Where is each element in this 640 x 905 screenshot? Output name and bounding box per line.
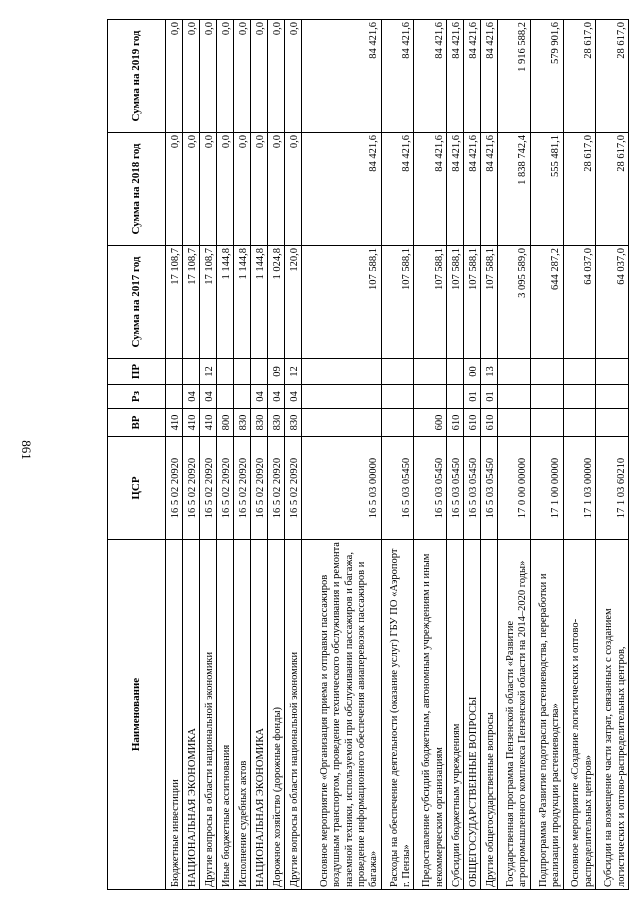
cell-rz bbox=[216, 385, 233, 409]
cell-vr: 830 bbox=[250, 409, 267, 437]
cell-vr: 800 bbox=[216, 409, 233, 437]
table-row bbox=[216, 20, 233, 890]
cell-sum-2017: 107 588,1 bbox=[447, 246, 464, 359]
table-row bbox=[301, 20, 381, 890]
cell-csr: 16 5 03 05450 bbox=[481, 437, 498, 540]
cell-csr: 17 0 00 00000 bbox=[498, 437, 531, 540]
cell-csr: 16 5 02 20920 bbox=[182, 437, 199, 540]
table-row bbox=[596, 20, 629, 890]
table-row bbox=[498, 20, 531, 890]
cell-sum-2018: 28 617,0 bbox=[563, 133, 596, 246]
header-sum-2018: Сумма на 2018 год bbox=[108, 133, 166, 246]
cell-pr bbox=[182, 359, 199, 385]
cell-rz: 04 bbox=[284, 385, 301, 409]
cell-name: Бюджетные инвестиции bbox=[166, 540, 183, 890]
cell-pr bbox=[233, 359, 250, 385]
cell-csr: 17 1 03 00000 bbox=[563, 437, 596, 540]
table-row bbox=[267, 20, 284, 890]
cell-name: Государственная программа Пензенской области «Развитие агропромышленного комплекса Пензенской области на 2014–2020 годы» bbox=[498, 540, 531, 890]
cell-pr bbox=[301, 359, 381, 385]
cell-csr: 16 5 03 05450 bbox=[447, 437, 464, 540]
cell-sum-2017: 3 095 589,0 bbox=[498, 246, 531, 359]
cell-pr bbox=[563, 359, 596, 385]
table-row bbox=[447, 20, 464, 890]
cell-name: Субсидии на возмещение части затрат, связанных с созданием логистических и оптово-распределительных центров, bbox=[596, 540, 629, 890]
cell-sum-2019: 0,0 bbox=[267, 20, 284, 133]
cell-name: Исполнение судебных актов bbox=[233, 540, 250, 890]
table-row bbox=[381, 20, 414, 890]
cell-pr: 12 bbox=[284, 359, 301, 385]
cell-vr: 830 bbox=[284, 409, 301, 437]
cell-rz bbox=[381, 385, 414, 409]
cell-csr: 17 1 03 60210 bbox=[596, 437, 629, 540]
cell-rz: 04 bbox=[199, 385, 216, 409]
cell-csr: 16 5 03 05450 bbox=[381, 437, 414, 540]
cell-sum-2018: 84 421,6 bbox=[301, 133, 381, 246]
table-row bbox=[530, 20, 563, 890]
header-sum-2017: Сумма на 2017 год bbox=[108, 246, 166, 359]
cell-vr bbox=[596, 409, 629, 437]
cell-sum-2019: 84 421,6 bbox=[447, 20, 464, 133]
cell-pr bbox=[530, 359, 563, 385]
cell-name: Субсидии бюджетным учреждениям bbox=[447, 540, 464, 890]
cell-name: Дорожное хозяйство (дорожные фонды) bbox=[267, 540, 284, 890]
cell-sum-2019: 0,0 bbox=[166, 20, 183, 133]
cell-vr bbox=[498, 409, 531, 437]
cell-sum-2019: 0,0 bbox=[284, 20, 301, 133]
cell-vr: 610 bbox=[447, 409, 464, 437]
cell-sum-2018: 84 421,6 bbox=[414, 133, 447, 246]
cell-vr: 600 bbox=[414, 409, 447, 437]
cell-sum-2017: 120,0 bbox=[284, 246, 301, 359]
cell-pr: 13 bbox=[481, 359, 498, 385]
cell-rz: 04 bbox=[267, 385, 284, 409]
budget-table bbox=[107, 19, 629, 890]
cell-vr: 830 bbox=[233, 409, 250, 437]
cell-sum-2019: 0,0 bbox=[182, 20, 199, 133]
header-pr: ПР bbox=[108, 359, 166, 385]
cell-sum-2017: 1 144,8 bbox=[233, 246, 250, 359]
cell-pr bbox=[414, 359, 447, 385]
cell-rz bbox=[301, 385, 381, 409]
cell-pr: 12 bbox=[199, 359, 216, 385]
cell-sum-2018: 84 421,6 bbox=[464, 133, 481, 246]
cell-csr: 16 5 02 20920 bbox=[233, 437, 250, 540]
cell-csr: 16 5 03 00000 bbox=[301, 437, 381, 540]
cell-rz bbox=[447, 385, 464, 409]
cell-sum-2019: 0,0 bbox=[250, 20, 267, 133]
cell-pr: 09 bbox=[267, 359, 284, 385]
table-row bbox=[284, 20, 301, 890]
cell-rz bbox=[596, 385, 629, 409]
header-sum-2019: Сумма на 2019 год bbox=[108, 20, 166, 133]
cell-name: Основное мероприятие «Создание логистических и оптово-распределительных центров» bbox=[563, 540, 596, 890]
cell-sum-2018: 0,0 bbox=[199, 133, 216, 246]
cell-csr: 17 1 00 00000 bbox=[530, 437, 563, 540]
header-rz: Рз bbox=[108, 385, 166, 409]
cell-name: Подпрограмма «Развитие подотрасли растениеводства, переработки и реализации продукции растениеводства» bbox=[530, 540, 563, 890]
cell-pr bbox=[596, 359, 629, 385]
header-vr: ВР bbox=[108, 409, 166, 437]
cell-vr bbox=[381, 409, 414, 437]
cell-sum-2018: 0,0 bbox=[182, 133, 199, 246]
cell-sum-2019: 84 421,6 bbox=[481, 20, 498, 133]
cell-sum-2019: 0,0 bbox=[233, 20, 250, 133]
header-name: Наименование bbox=[108, 540, 166, 890]
cell-rz bbox=[530, 385, 563, 409]
table-row bbox=[199, 20, 216, 890]
cell-sum-2018: 28 617,0 bbox=[596, 133, 629, 246]
cell-sum-2017: 17 108,7 bbox=[182, 246, 199, 359]
cell-name: Предоставление субсидий бюджетным, автономным учреждениям и иным некоммерческим организациям bbox=[414, 540, 447, 890]
cell-pr bbox=[216, 359, 233, 385]
cell-sum-2019: 28 617,0 bbox=[563, 20, 596, 133]
cell-vr: 610 bbox=[464, 409, 481, 437]
table-row bbox=[481, 20, 498, 890]
cell-vr bbox=[563, 409, 596, 437]
cell-pr bbox=[250, 359, 267, 385]
cell-sum-2019: 84 421,6 bbox=[414, 20, 447, 133]
cell-sum-2017: 1 024,8 bbox=[267, 246, 284, 359]
table-row bbox=[166, 20, 183, 890]
cell-sum-2018: 84 421,6 bbox=[447, 133, 464, 246]
cell-pr: 00 bbox=[464, 359, 481, 385]
cell-name: НАЦИОНАЛЬНАЯ ЭКОНОМИКА bbox=[182, 540, 199, 890]
cell-vr: 410 bbox=[166, 409, 183, 437]
table-row bbox=[464, 20, 481, 890]
cell-sum-2017: 64 037,0 bbox=[596, 246, 629, 359]
cell-csr: 16 5 02 20920 bbox=[250, 437, 267, 540]
cell-sum-2017: 1 144,8 bbox=[216, 246, 233, 359]
table-body bbox=[166, 20, 629, 890]
cell-vr bbox=[301, 409, 381, 437]
cell-sum-2018: 84 421,6 bbox=[381, 133, 414, 246]
cell-rz bbox=[498, 385, 531, 409]
cell-csr: 16 5 02 20920 bbox=[166, 437, 183, 540]
table-row bbox=[563, 20, 596, 890]
rotated-table-container bbox=[107, 20, 629, 890]
cell-sum-2018: 0,0 bbox=[166, 133, 183, 246]
cell-vr: 610 bbox=[481, 409, 498, 437]
page-number: 861 bbox=[19, 440, 34, 460]
cell-name: ОБЩЕГОСУДАРСТВЕННЫЕ ВОПРОСЫ bbox=[464, 540, 481, 890]
cell-pr bbox=[447, 359, 464, 385]
cell-sum-2019: 1 916 588,2 bbox=[498, 20, 531, 133]
cell-csr: 16 5 02 20920 bbox=[267, 437, 284, 540]
cell-sum-2017: 17 108,7 bbox=[166, 246, 183, 359]
cell-sum-2018: 0,0 bbox=[250, 133, 267, 246]
cell-sum-2017: 17 108,7 bbox=[199, 246, 216, 359]
cell-sum-2019: 579 901,6 bbox=[530, 20, 563, 133]
cell-sum-2019: 84 421,6 bbox=[301, 20, 381, 133]
cell-rz: 04 bbox=[250, 385, 267, 409]
cell-sum-2019: 84 421,6 bbox=[464, 20, 481, 133]
cell-pr bbox=[381, 359, 414, 385]
cell-sum-2017: 1 144,8 bbox=[250, 246, 267, 359]
cell-sum-2018: 0,0 bbox=[233, 133, 250, 246]
cell-sum-2018: 0,0 bbox=[267, 133, 284, 246]
cell-rz bbox=[233, 385, 250, 409]
cell-sum-2017: 107 588,1 bbox=[414, 246, 447, 359]
cell-name: Другие вопросы в области национальной экономики bbox=[199, 540, 216, 890]
cell-csr: 16 5 02 20920 bbox=[216, 437, 233, 540]
table-row bbox=[250, 20, 267, 890]
cell-name: Иные бюджетные ассигнования bbox=[216, 540, 233, 890]
cell-sum-2018: 0,0 bbox=[216, 133, 233, 246]
cell-vr: 410 bbox=[182, 409, 199, 437]
cell-sum-2018: 555 481,1 bbox=[530, 133, 563, 246]
cell-sum-2017: 107 588,1 bbox=[481, 246, 498, 359]
cell-rz bbox=[166, 385, 183, 409]
cell-name: Другие вопросы в области национальной экономики bbox=[284, 540, 301, 890]
cell-sum-2017: 107 588,1 bbox=[464, 246, 481, 359]
cell-pr bbox=[498, 359, 531, 385]
cell-sum-2017: 644 287,2 bbox=[530, 246, 563, 359]
cell-vr: 410 bbox=[199, 409, 216, 437]
cell-rz: 01 bbox=[481, 385, 498, 409]
table-row bbox=[182, 20, 199, 890]
cell-name: Основное мероприятие «Организация приема и отправки пассажиров воздушным транспортом, проведение технического обслуживания и ремонта наземной техники, используемой при обслуживании пассажиров и багажа, проведение информационного обеспечения авиаперевозок пассажиров и багажа» bbox=[301, 540, 381, 890]
cell-sum-2017: 107 588,1 bbox=[301, 246, 381, 359]
table-row bbox=[414, 20, 447, 890]
cell-csr: 16 5 02 20920 bbox=[284, 437, 301, 540]
cell-rz bbox=[563, 385, 596, 409]
cell-sum-2019: 0,0 bbox=[216, 20, 233, 133]
cell-sum-2019: 0,0 bbox=[199, 20, 216, 133]
cell-sum-2019: 28 617,0 bbox=[596, 20, 629, 133]
cell-pr bbox=[166, 359, 183, 385]
cell-sum-2018: 84 421,6 bbox=[481, 133, 498, 246]
cell-sum-2019: 84 421,6 bbox=[381, 20, 414, 133]
cell-sum-2018: 1 838 742,4 bbox=[498, 133, 531, 246]
cell-csr: 16 5 03 05450 bbox=[414, 437, 447, 540]
cell-rz bbox=[414, 385, 447, 409]
cell-vr: 830 bbox=[267, 409, 284, 437]
cell-name: Расходы на обеспечение деятельности (оказание услуг) ГБУ ПО «Аэропорт г. Пензы» bbox=[381, 540, 414, 890]
cell-rz: 01 bbox=[464, 385, 481, 409]
cell-sum-2017: 64 037,0 bbox=[563, 246, 596, 359]
cell-sum-2018: 0,0 bbox=[284, 133, 301, 246]
table-row bbox=[233, 20, 250, 890]
header-csr: ЦСР bbox=[108, 437, 166, 540]
cell-csr: 16 5 03 05450 bbox=[464, 437, 481, 540]
cell-csr: 16 5 02 20920 bbox=[199, 437, 216, 540]
cell-rz: 04 bbox=[182, 385, 199, 409]
cell-vr bbox=[530, 409, 563, 437]
cell-sum-2017: 107 588,1 bbox=[381, 246, 414, 359]
header-row bbox=[108, 20, 166, 890]
cell-name: Другие общегосударственные вопросы bbox=[481, 540, 498, 890]
cell-name: НАЦИОНАЛЬНАЯ ЭКОНОМИКА bbox=[250, 540, 267, 890]
